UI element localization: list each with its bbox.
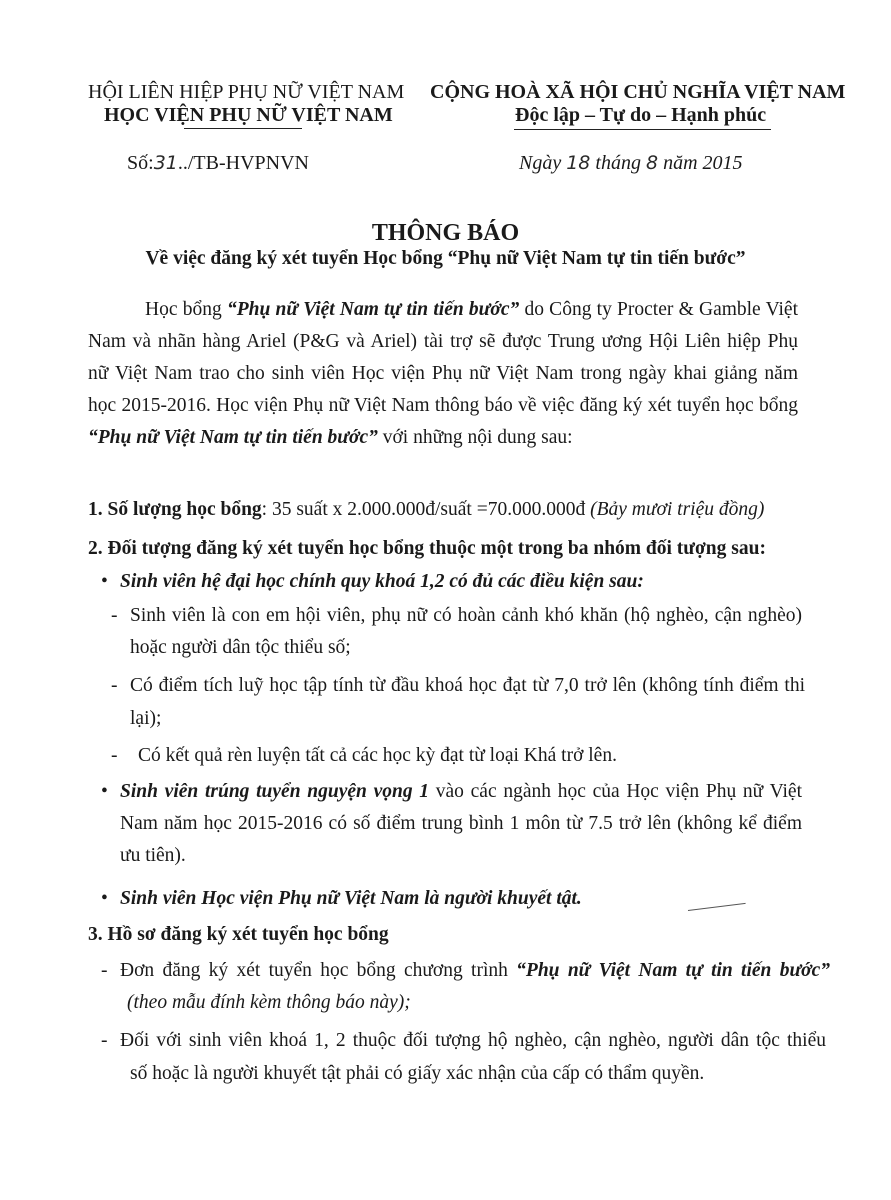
section-3-item-2-line-2: số hoặc là người khuyết tật phải có giấy xác nhận của cấp có thẩm quyền. [130,1063,705,1084]
bullet-marker: • [101,571,108,592]
dash-marker: - [111,745,118,766]
doc-date [519,152,743,175]
section-1 [88,494,764,526]
group-2-line-2: Nam năm học 2015-2016 có số điểm trung bình 1 môn từ 7.5 trở lên (không kể điểm [120,813,802,834]
intro-line-5 [88,422,798,454]
section-3-item-1b: “Phụ nữ Việt Nam tự tin tiến bước” [516,960,830,981]
org-name: HỌC VIỆN PHỤ NỮ VIỆT NAM [104,104,393,126]
motto-underline [514,129,771,130]
doc-number-prefix: Số: [127,152,154,174]
intro-line-1c: do Công ty Procter & Gamble Việt [519,299,798,320]
group-1-item-1 [130,600,802,632]
doc-number [127,152,309,175]
notice-subtitle: Về việc đăng ký xét tuyển Học bổng “Phụ nữ Việt Nam tự tin tiến bước” [145,248,746,269]
org-name-underline [184,128,302,129]
intro-paragraph [88,294,798,454]
date-year: năm 2015 [663,152,743,174]
section-1-note: (Bảy mươi triệu đồng) [590,499,765,520]
date-month-label: tháng [595,152,641,174]
scholarship-name-2: “Phụ nữ Việt Nam tự tin tiến bước” [88,427,378,448]
group-2 [120,776,802,872]
bullet-marker: • [101,781,108,802]
group-2-line-1 [120,776,802,808]
section-3-heading: 3. Hồ sơ đăng ký xét tuyển học bổng [88,924,389,945]
date-day: 18 [566,152,591,174]
intro-line-2: Nam và nhãn hàng Ariel (P&G và Ariel) tài trợ sẽ được Trung ương Hội Liên hiệp Phụ [88,331,798,352]
intro-line-5b: với những nội dung sau: [377,427,573,448]
notice-title: THÔNG BÁO [371,220,520,246]
section-3-item-1 [120,955,830,987]
scholarship-name: “Phụ nữ Việt Nam tự tin tiến bước” [226,299,520,320]
date-prefix: Ngày [519,152,562,174]
group-2-rest: vào các ngành học của Học viện Phụ nữ Việt [429,781,802,802]
dash-marker: - [111,675,118,696]
doc-number-suffix: ../TB-HVPNVN [177,152,309,174]
section-1-text: : 35 suất x 2.000.000đ/suất =70.000.000đ [261,499,591,520]
section-2-heading: 2. Đối tượng đăng ký xét tuyển học bổng thuộc một trong ba nhóm đối tượng sau: [88,538,766,559]
group-1-item-1-line-2: hoặc người dân tộc thiểu số; [130,637,351,658]
section-3-item-1a: Đơn đăng ký xét tuyển học bổng chương trình [120,960,517,981]
org-parent-name: HỘI LIÊN HIỆP PHỤ NỮ VIỆT NAM [88,81,405,103]
intro-line-4: học 2015-2016. Học viện Phụ nữ Việt Nam thông báo về việc đăng ký xét tuyển học bổng [88,395,798,416]
group-3: Sinh viên Học viện Phụ nữ Việt Nam là người khuyết tật. [120,888,582,909]
section-1-heading: 1. Số lượng học bổng [88,499,262,520]
group-2-line-3: ưu tiên). [120,845,186,866]
section-3-item-2 [120,1025,826,1057]
dash-marker: - [111,605,118,626]
group-1-item-3: Có kết quả rèn luyện tất cả các học kỳ đạt từ loại Khá trở lên. [138,745,617,766]
intro-line-3: nữ Việt Nam trao cho sinh viên Học viện Phụ nữ Việt Nam trong ngày khai giảng năm [88,363,798,384]
intro-line-1 [88,294,798,326]
section-3-item-1-line-1 [120,955,830,987]
nation-title: CỘNG HOÀ XÃ HỘI CHỦ NGHĨA VIỆT NAM [430,81,846,103]
group-1-item-2-line-2: lại); [130,708,162,729]
bullet-marker: • [101,888,108,909]
doc-number-handwritten: 31 [153,152,178,174]
group-1-title: Sinh viên hệ đại học chính quy khoá 1,2 có đủ các điều kiện sau: [120,571,644,592]
nation-motto: Độc lập – Tự do – Hạnh phúc [515,104,767,126]
section-3-item-2-line-1: Đối với sinh viên khoá 1, 2 thuộc đối tượng hộ nghèo, cận nghèo, người dân tộc thiểu [120,1030,826,1051]
dash-marker: - [101,960,108,981]
group-1-item-2-line-1: Có điểm tích luỹ học tập tính từ đầu khoá học đạt từ 7,0 trở lên (không tính điểm thi [130,675,805,696]
signature-stroke [688,903,746,911]
group-1-item-2 [130,670,805,702]
intro-line-1a: Học bổng [145,299,227,320]
section-3-item-1-line-2: (theo mẫu đính kèm thông báo này); [127,992,411,1013]
group-2-bold: Sinh viên trúng tuyển nguyện vọng 1 [120,781,430,802]
dash-marker: - [101,1030,108,1051]
date-month: 8 [645,152,659,174]
group-1-item-1-line-1: Sinh viên là con em hội viên, phụ nữ có hoàn cảnh khó khăn (hộ nghèo, cận nghèo) [130,605,802,626]
